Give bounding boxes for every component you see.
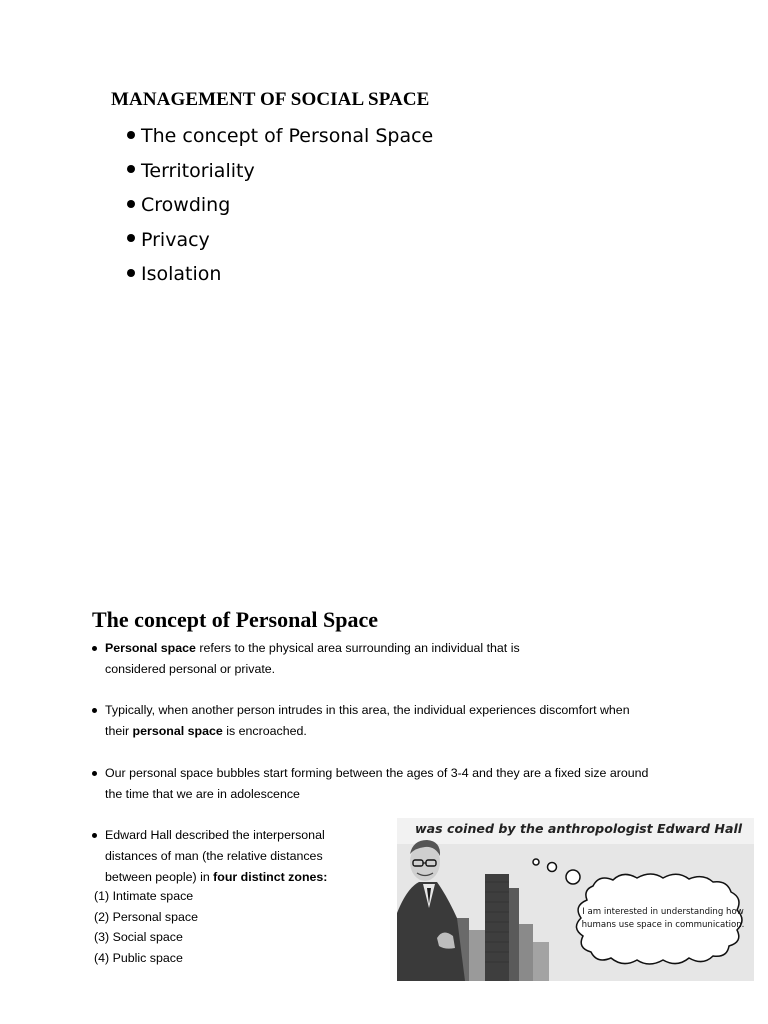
toc-item: Privacy: [127, 223, 433, 258]
bullet-paragraph: Our personal space bubbles start forming between the ages of 3-4 and they are a fixed size around the time that we are in adolescence: [92, 763, 652, 805]
section-heading: The concept of Personal Space: [92, 607, 378, 632]
toc-heading: MANAGEMENT OF SOCIAL SPACE: [111, 89, 430, 110]
figure-caption: was coined by the anthropologist Edward Hall: [415, 821, 743, 836]
bullet-icon: [127, 234, 135, 242]
zone-item: (2) Personal space: [94, 909, 198, 924]
zone-item: (4) Public space: [94, 950, 183, 965]
toc-list: [127, 119, 433, 292]
zones-list: [94, 886, 198, 968]
thought-bubble-text: I am interested in understanding how humans use space in communication.: [581, 907, 745, 930]
edward-hall-figure: [397, 818, 754, 981]
bullet-icon: [92, 708, 97, 713]
zone-item: (1) Intimate space: [94, 889, 194, 903]
bullet-icon: [127, 200, 135, 208]
toc-item: Territoriality: [127, 154, 433, 189]
bullet-icon: [127, 269, 135, 277]
toc-item: The concept of Personal Space: [127, 119, 433, 154]
bullet-icon: [92, 833, 97, 838]
zone-item: (3) Social space: [94, 930, 183, 944]
bullet-paragraph: Edward Hall described the interpersonal distances of man (the relative distances between people) in four distinct zones:: [92, 825, 362, 888]
edward-hall-illustration: [397, 818, 754, 981]
bullet-icon: [127, 165, 135, 173]
bullet-paragraph: Typically, when another person intrudes in this area, the individual experiences discomfort when their personal space is encroached.: [92, 700, 652, 742]
bullet-icon: [92, 646, 97, 651]
toc-item: Isolation: [127, 257, 433, 292]
bullet-icon: [92, 771, 97, 776]
toc-item: Crowding: [127, 188, 433, 223]
bullet-paragraph: Personal space refers to the physical area surrounding an individual that is considered personal or private.: [92, 638, 562, 680]
bullet-icon: [127, 131, 135, 139]
